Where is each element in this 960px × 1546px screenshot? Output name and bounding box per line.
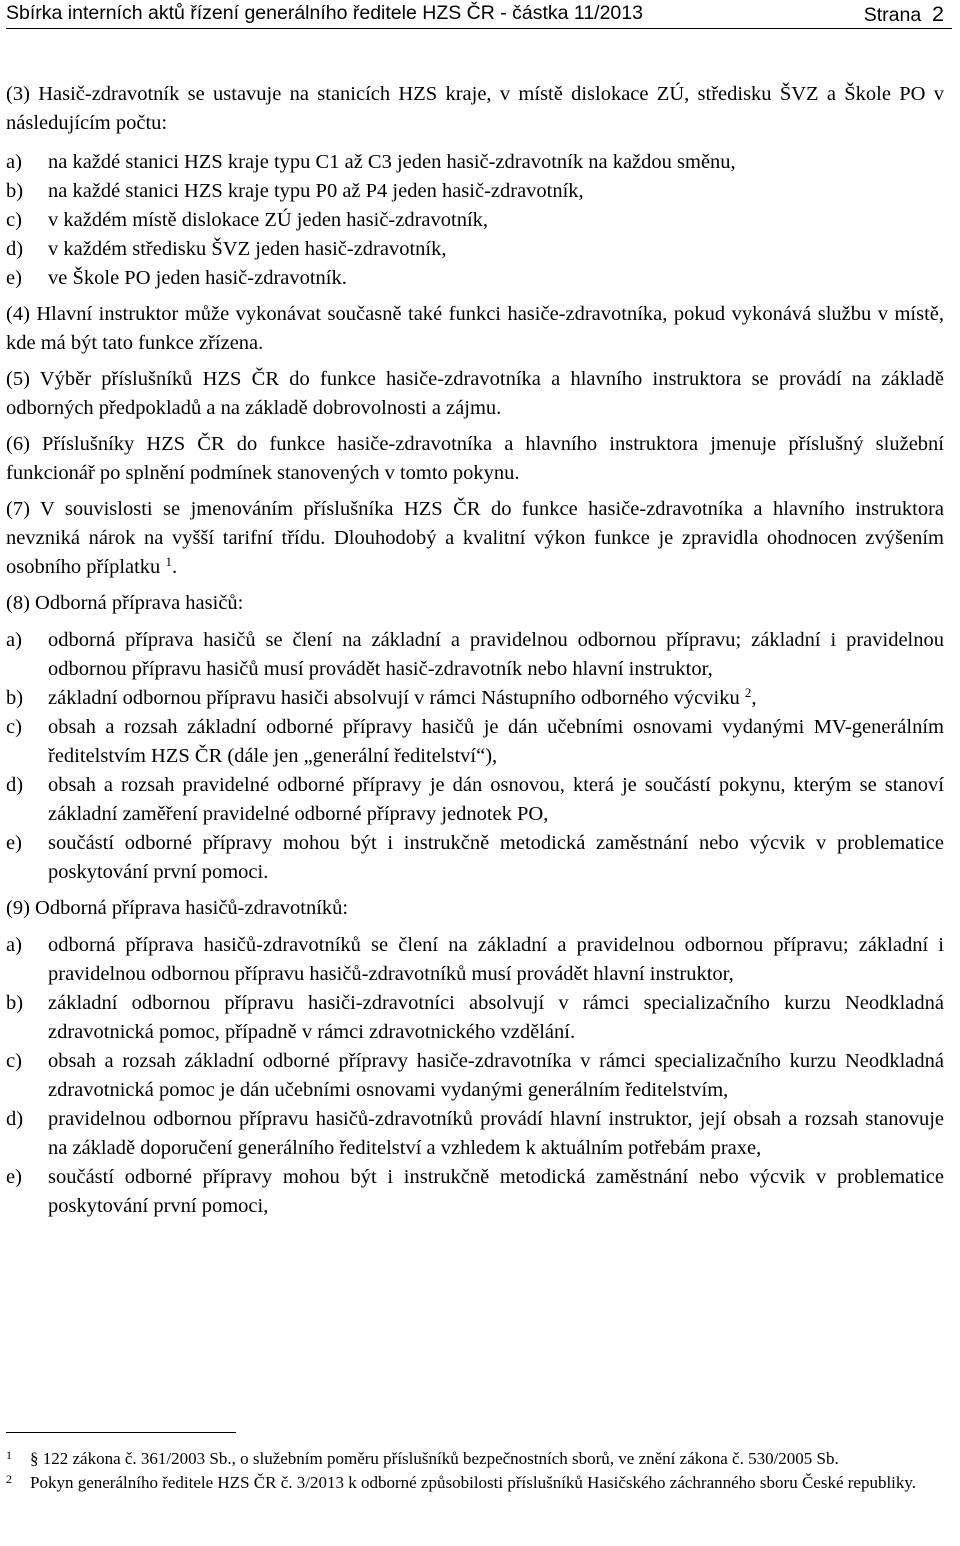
item-label: d) <box>6 238 24 260</box>
paragraph-8: (8) Odborná příprava hasičů: <box>6 592 244 614</box>
list-item <box>6 684 944 713</box>
item-label: a) <box>6 934 22 956</box>
list-item <box>6 931 944 989</box>
footnote-mark: 1 <box>6 1448 12 1462</box>
paragraph-5: (5) Výběr příslušníků HZS ČR do funkce hasiče-zdravotníka a hlavního instruktora se provádí na základě odborných předpokladů a na základě dobrovolnosti a zájmu. <box>6 368 944 419</box>
footnote-separator <box>6 1432 236 1433</box>
footnotes <box>6 1448 944 1495</box>
list-item <box>6 829 944 887</box>
list-item <box>6 1047 944 1105</box>
paragraph-7 <box>6 495 944 582</box>
collection-title: Sbírka interních aktů řízení generálního ředitele HZS ČR - částka 11/2013 <box>6 2 643 24</box>
document-body <box>6 80 944 1221</box>
item-label: d) <box>6 774 24 796</box>
paragraph-7-text: (7) V souvislosti se jmenováním příslušníka HZS ČR do funkce hasiče-zdravotníka a hlavního instruktora nevzniká nárok na vyšší tarifní třídu. Dlouhodobý a kvalitní výkon funkce je zpravidla ohodnocen zvýšením osobního příplatku <box>6 498 944 578</box>
list-3 <box>6 148 944 293</box>
list-item <box>6 989 944 1047</box>
footnote-ref-1: 1 <box>165 554 172 569</box>
item-label: b) <box>6 180 24 202</box>
item-text: obsah a rozsah základní odborné přípravy hasičů je dán učebními osnovami vydanými MV-generálním ředitelstvím HZS ČR (dále jen „generální ředitelství“), <box>48 716 944 767</box>
footnote-mark: 2 <box>6 1471 12 1486</box>
footnote <box>6 1472 944 1494</box>
item-text: obsah a rozsah pravidelné odborné přípravy je dán osnovou, která je součástí pokynu, kterým se stanoví základní zaměření pravidelné odborné přípravy jednotek PO, <box>48 774 944 825</box>
item-text: na každé stanici HZS kraje typu P0 až P4 jeden hasič-zdravotník, <box>48 180 584 202</box>
page-header <box>6 0 952 29</box>
item-text: v každém místě dislokace ZÚ jeden hasič-zdravotník, <box>48 209 489 231</box>
item-text: na každé stanici HZS kraje typu C1 až C3 jeden hasič-zdravotník na každou směnu, <box>48 151 736 173</box>
paragraph-6: (6) Příslušníky HZS ČR do funkce hasiče-zdravotníka a hlavního instruktora jmenuje příslušný služební funkcionář po splnění podmínek stanovených v tomto pokynu. <box>6 433 944 484</box>
item-text: obsah a rozsah základní odborné přípravy hasiče-zdravotníka v rámci specializačního kurzu Neodkladná zdravotnická pomoc je dán učebními osnovami vydanými generálním ředitelstvím, <box>48 1050 944 1101</box>
list-item <box>6 235 944 264</box>
list-8 <box>6 626 944 887</box>
list-item <box>6 148 944 177</box>
list-item <box>6 626 944 684</box>
paragraph-7-end: . <box>171 556 178 578</box>
item-label: d) <box>6 1108 24 1130</box>
paragraph-3: (3) Hasič-zdravotník se ustavuje na stanicích HZS kraje, v místě dislokace ZÚ, středisku ŠVZ a Škole PO v následujícím počtu: <box>6 83 944 134</box>
footnote-ref-2: 2 <box>744 685 752 700</box>
item-text: odborná příprava hasičů se člení na základní a pravidelnou odbornou přípravu; základní i pravidelnou odbornou přípravu hasičů musí provádět hasič-zdravotník nebo hlavní instruktor, <box>48 629 944 680</box>
paragraph-4: (4) Hlavní instruktor může vykonávat současně také funkci hasiče-zdravotníka, pokud vykonává službu v místě, kde má být tato funkce zřízena. <box>6 303 944 354</box>
list-item <box>6 177 944 206</box>
list-item <box>6 1105 944 1163</box>
list-item <box>6 713 944 771</box>
item-text: pravidelnou odbornou přípravu hasičů-zdravotníků provádí hlavní instruktor, její obsah a rozsah stanovuje na základě doporučení generálního ředitelství a vzhledem k aktuálním potřebám praxe, <box>48 1108 944 1159</box>
item-text: součástí odborné přípravy mohou být i instrukčně metodická zaměstnání nebo výcvik v problematice poskytování první pomoci, <box>48 1166 944 1217</box>
item-label: e) <box>6 1166 22 1188</box>
item-text-main: základní odbornou přípravu hasiči absolvují v rámci Nástupního odborného výcviku <box>48 687 740 709</box>
page-label: Strana <box>863 4 922 26</box>
item-text: ve Škole PO jeden hasič-zdravotník. <box>48 267 347 289</box>
item-text: v každém středisku ŠVZ jeden hasič-zdravotník, <box>48 238 447 260</box>
paragraph-9: (9) Odborná příprava hasičů-zdravotníků: <box>6 897 349 919</box>
item-label: a) <box>6 151 22 173</box>
item-label: e) <box>6 267 22 289</box>
item-label: c) <box>6 1050 22 1072</box>
item-text <box>48 684 944 713</box>
list-item <box>6 264 944 293</box>
page-indicator <box>864 2 944 27</box>
list-item <box>6 206 944 235</box>
item-text: součástí odborné přípravy mohou být i instrukčně metodická zaměstnání nebo výcvik v problematice poskytování první pomoci. <box>48 832 944 883</box>
item-label: b) <box>6 687 24 709</box>
footnote-text: Pokyn generálního ředitele HZS ČR č. 3/2013 k odborné způsobilosti příslušníků Hasičského záchranného sboru České republiky. <box>30 1472 917 1492</box>
list-item <box>6 1163 944 1221</box>
list-9 <box>6 931 944 1221</box>
item-text-end: , <box>751 687 757 709</box>
item-label: e) <box>6 832 22 854</box>
item-text: odborná příprava hasičů-zdravotníků se člení na základní a pravidelnou odbornou přípravu; základní i pravidelnou odbornou přípravu hasičů-zdravotníků musí provádět hlavní instruktor, <box>48 934 944 985</box>
item-text: základní odbornou přípravu hasiči-zdravotníci absolvují v rámci specializačního kurzu Neodkladná zdravotnická pomoc, případně v rámci zdravotnického vzdělání. <box>48 992 944 1043</box>
list-item <box>6 771 944 829</box>
item-label: a) <box>6 629 22 651</box>
item-label: c) <box>6 716 22 738</box>
footnote-text: § 122 zákona č. 361/2003 Sb., o služebním poměru příslušníků bezpečnostních sborů, ve znění zákona č. 530/2005 Sb. <box>30 1449 839 1468</box>
item-label: b) <box>6 992 24 1014</box>
item-label: c) <box>6 209 22 231</box>
page-number: 2 <box>932 2 944 26</box>
footnote <box>6 1448 944 1470</box>
